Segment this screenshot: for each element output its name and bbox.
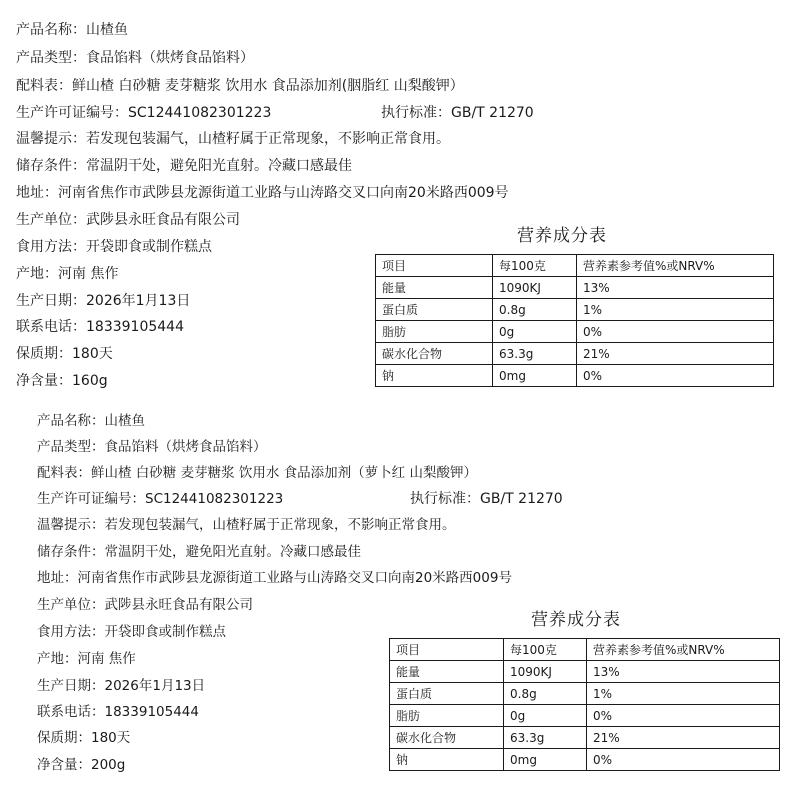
nutrient-amount: 1090KJ [504, 661, 587, 683]
nutrition-row [390, 727, 780, 749]
shelf-life-line: 保质期：180天 [16, 346, 113, 362]
net-content-line: 净含量：160g [16, 373, 108, 389]
license-number-line: 生产许可证编号：SC12441082301223 [37, 491, 284, 507]
execution-standard: 执行标准：GB/T 21270 [410, 491, 563, 507]
execution-standard: 执行标准：GB/T 21270 [381, 105, 534, 121]
nutrition-row [376, 343, 774, 365]
nutrient-nrv: 0% [587, 749, 780, 771]
nutrient-amount: 63.3g [493, 343, 577, 365]
nutrient-amount: 0.8g [504, 683, 587, 705]
production-date-line: 生产日期：2026年1月13日 [37, 678, 206, 694]
nutrient-amount: 1090KJ [493, 277, 577, 299]
nutrition-row [390, 705, 780, 727]
origin-line: 产地：河南 焦作 [37, 651, 136, 667]
shelf-life-line: 保质期：180天 [37, 730, 131, 746]
nutrition-row [390, 683, 780, 705]
nutrition-title: 营养成分表 [517, 226, 607, 246]
nutrient-amount: 0g [493, 321, 577, 343]
nutrition-header-row [390, 639, 780, 661]
nutrition-header-nrv: 营养素参考值%或NRV% [587, 639, 780, 661]
nutrient-name: 脂肪 [390, 705, 504, 727]
storage-line: 储存条件：常温阴干处，避免阳光直射。冷藏口感最佳 [16, 158, 352, 174]
nutrition-header-item: 项目 [376, 255, 493, 277]
nutrition-table [389, 638, 780, 771]
nutrition-header-nrv: 营养素参考值%或NRV% [577, 255, 774, 277]
phone-line: 联系电话：18339105444 [37, 704, 199, 720]
address-line: 地址：河南省焦作市武陟县龙源街道工业路与山涛路交叉口向南20米路西009号 [37, 570, 512, 586]
product-name-line: 产品名称：山楂鱼 [37, 413, 145, 429]
nutrient-nrv: 1% [577, 299, 774, 321]
nutrient-name: 钠 [376, 365, 493, 387]
net-content-line: 净含量：200g [37, 757, 126, 773]
nutrient-amount: 0.8g [493, 299, 577, 321]
nutrition-table [375, 254, 774, 387]
nutrient-name: 能量 [376, 277, 493, 299]
warm-tip-line: 温馨提示：若发现包装漏气，山楂籽属于正常现象，不影响正常食用。 [37, 517, 456, 533]
nutrition-row [376, 321, 774, 343]
nutrient-nrv: 1% [587, 683, 780, 705]
nutrient-nrv: 0% [587, 705, 780, 727]
nutrient-amount: 0mg [493, 365, 577, 387]
nutrition-row [390, 661, 780, 683]
nutrient-amount: 0g [504, 705, 587, 727]
nutrition-header-row [376, 255, 774, 277]
nutrition-row [376, 365, 774, 387]
nutrition-header-item: 项目 [390, 639, 504, 661]
nutrient-amount: 0mg [504, 749, 587, 771]
ingredients-line: 配料表：鲜山楂 白砂糖 麦芽糖浆 饮用水 食品添加剂(胭脂红 山梨酸钾） [16, 78, 464, 94]
nutrient-name: 脂肪 [376, 321, 493, 343]
nutrition-header-per100g: 每100克 [504, 639, 587, 661]
usage-line: 食用方法：开袋即食或制作糕点 [16, 239, 212, 255]
nutrient-name: 钠 [390, 749, 504, 771]
nutrient-name: 蛋白质 [390, 683, 504, 705]
usage-line: 食用方法：开袋即食或制作糕点 [37, 624, 226, 640]
nutrition-row [376, 299, 774, 321]
warm-tip-line: 温馨提示：若发现包装漏气，山楂籽属于正常现象，不影响正常食用。 [16, 131, 450, 147]
product-name-line: 产品名称：山楂鱼 [16, 22, 128, 38]
nutrition-header-per100g: 每100克 [493, 255, 577, 277]
product-type-line: 产品类型：食品馅料（烘烤食品馅料） [37, 439, 267, 455]
nutrient-nrv: 0% [577, 365, 774, 387]
nutrient-name: 碳水化合物 [390, 727, 504, 749]
production-date-line: 生产日期：2026年1月13日 [16, 293, 191, 309]
origin-line: 产地：河南 焦作 [16, 266, 119, 282]
nutrient-name: 碳水化合物 [376, 343, 493, 365]
phone-line: 联系电话：18339105444 [16, 319, 184, 335]
nutrition-row [390, 749, 780, 771]
nutrient-nrv: 21% [577, 343, 774, 365]
product-type-line: 产品类型：食品馅料（烘烤食品馅料） [16, 50, 254, 66]
nutrient-name: 能量 [390, 661, 504, 683]
license-number-line: 生产许可证编号：SC12441082301223 [16, 105, 272, 121]
nutrient-nrv: 21% [587, 727, 780, 749]
nutrient-name: 蛋白质 [376, 299, 493, 321]
manufacturer-line: 生产单位：武陟县永旺食品有限公司 [16, 212, 240, 228]
nutrient-nrv: 13% [587, 661, 780, 683]
address-line: 地址：河南省焦作市武陟县龙源街道工业路与山涛路交叉口向南20米路西009号 [16, 185, 509, 201]
ingredients-line: 配料表：鲜山楂 白砂糖 麦芽糖浆 饮用水 食品添加剂（萝卜红 山梨酸钾） [37, 465, 477, 481]
storage-line: 储存条件：常温阴干处，避免阳光直射。冷藏口感最佳 [37, 544, 361, 560]
nutrient-nrv: 13% [577, 277, 774, 299]
nutrient-amount: 63.3g [504, 727, 587, 749]
nutrition-title: 营养成分表 [531, 610, 621, 630]
nutrition-row [376, 277, 774, 299]
manufacturer-line: 生产单位：武陟县永旺食品有限公司 [37, 597, 253, 613]
nutrient-nrv: 0% [577, 321, 774, 343]
